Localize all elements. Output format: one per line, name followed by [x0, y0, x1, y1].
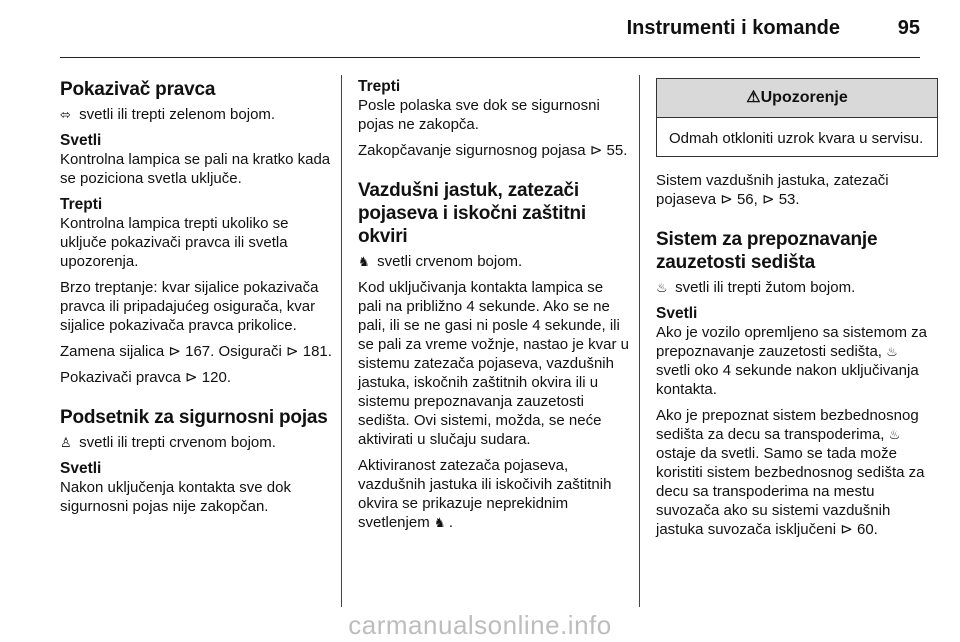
header-divider [60, 57, 920, 58]
occupancy-icon: ♨ [886, 344, 898, 359]
paragraph: Posle polaska sve dok se sigurnosni pojas ne zakopča. [358, 97, 600, 133]
page-header [0, 0, 960, 60]
seatbelt-desc: ♙ svetli ili trepti crvenom bojom. [60, 434, 276, 451]
paragraph: Zakopčavanje sigurnosnog pojasa ⊳ 55. [358, 142, 628, 159]
paragraph: Sistem vazdušnih jastuka, zatezači pojaseva ⊳ 56, ⊳ 53. [656, 172, 889, 208]
page-number: 95 [897, 17, 920, 39]
column-2 [358, 78, 630, 539]
section-title-turn-signal: Pokazivač pravca [60, 79, 216, 100]
section-title-occupancy: Sistem za prepoznavanje zauzetosti sedišta [656, 229, 878, 273]
occupancy-desc: ♨ svetli ili trepti žutom bojom. [656, 279, 856, 296]
subheading-svetli: Svetli [656, 305, 698, 322]
paragraph: Pokazivači pravca ⊳ 120. [60, 369, 231, 386]
paragraph: Zamena sijalica ⊳ 167. Osigurači ⊳ 181. [60, 343, 332, 360]
column-divider-1 [341, 75, 342, 607]
column-3 [656, 78, 928, 546]
subheading-svetli: Svetli [60, 460, 102, 477]
paragraph: Ako je vozilo opremljeno sa sistemom za prepoznavanje zauzetosti sedišta, ♨ svetli oko 4 sekunde nakon uključivanja kontakta. [656, 324, 927, 398]
warning-text: Odmah otkloniti uzrok kvara u servisu. [669, 130, 924, 147]
subheading-trepti: Trepti [358, 78, 401, 95]
warning-box [656, 78, 938, 157]
paragraph: Aktiviranost zatezača pojaseva, vazdušnih jastuka ili iskočivih zaštitnih okvira se prikazuje neprekidnim svetlenjem ♞ . [358, 457, 612, 531]
column-1 [60, 78, 332, 523]
paragraph: Ako je prepoznat sistem bezbednosnog sedišta za decu sa transpoderima, ♨ ostaje da svetli. Samo se tada može koristiti sistem bezbednosnog sedišta za decu sa transpoderima na mestu suvozača ako su sistemi vazdušnih jastuka suvozača isključeni ⊳ 60. [656, 407, 925, 538]
airbag-icon: ♞ [358, 254, 370, 269]
occupancy-icon: ♨ [656, 280, 668, 295]
column-divider-2 [639, 75, 640, 607]
airbag-icon: ♞ [433, 515, 446, 530]
section-title-seatbelt: Podsetnik za sigurnosni pojas [60, 407, 328, 428]
turn-signal-icon: ⬄ [60, 107, 71, 122]
subheading-trepti: Trepti [60, 196, 103, 213]
paragraph: Nakon uključenja kontakta sve dok sigurnosni pojas nije zakopčan. [60, 479, 291, 515]
seatbelt-icon: ♙ [60, 435, 72, 450]
turn-signal-desc: ⬄ svetli ili trepti zelenom bojom. [60, 106, 276, 123]
warning-triangle-icon: ⚠ [746, 89, 761, 106]
subheading-svetli: Svetli [60, 132, 102, 149]
paragraph: Kontrolna lampica trepti ukoliko se uključe pokazivači pravca ili svetla upozorenja. [60, 215, 289, 270]
warning-header: ⚠Upozorenje [657, 79, 937, 118]
airbag-desc: ♞ svetli crvenom bojom. [358, 253, 523, 270]
paragraph: Kod uključivanja kontakta lampica se pali na približno 4 sekunde. Ako se ne pali, ili se ne gasi ni posle 4 sekunde, ili se pali za vreme vožnje, nastao je kvar u sistemu zatezača pojaseva, vazdušnih jastuka, iskočnih zaštitnih okvira ili u sistemu prepoznavanja zauzetosti sedišta. Ovi sistemi, možda, se neće aktivirati u slučaju sudara. [358, 279, 629, 448]
paragraph: Kontrolna lampica se pali na kratko kada se poziciona svetla uključe. [60, 151, 331, 187]
chapter-title: Instrumenti i komande [626, 17, 840, 39]
watermark: carmanualsonline.info [348, 610, 612, 640]
paragraph: Brzo treptanje: kvar sijalice pokazivača pravca ili pripadajućeg osigurača, kvar sijalice pokazivača pravca prikolice. [60, 279, 319, 334]
section-title-airbag: Vazdušni jastuk, zatezači pojaseva i iskočni zaštitni okviri [358, 180, 586, 247]
occupancy-icon: ♨ [888, 427, 901, 442]
